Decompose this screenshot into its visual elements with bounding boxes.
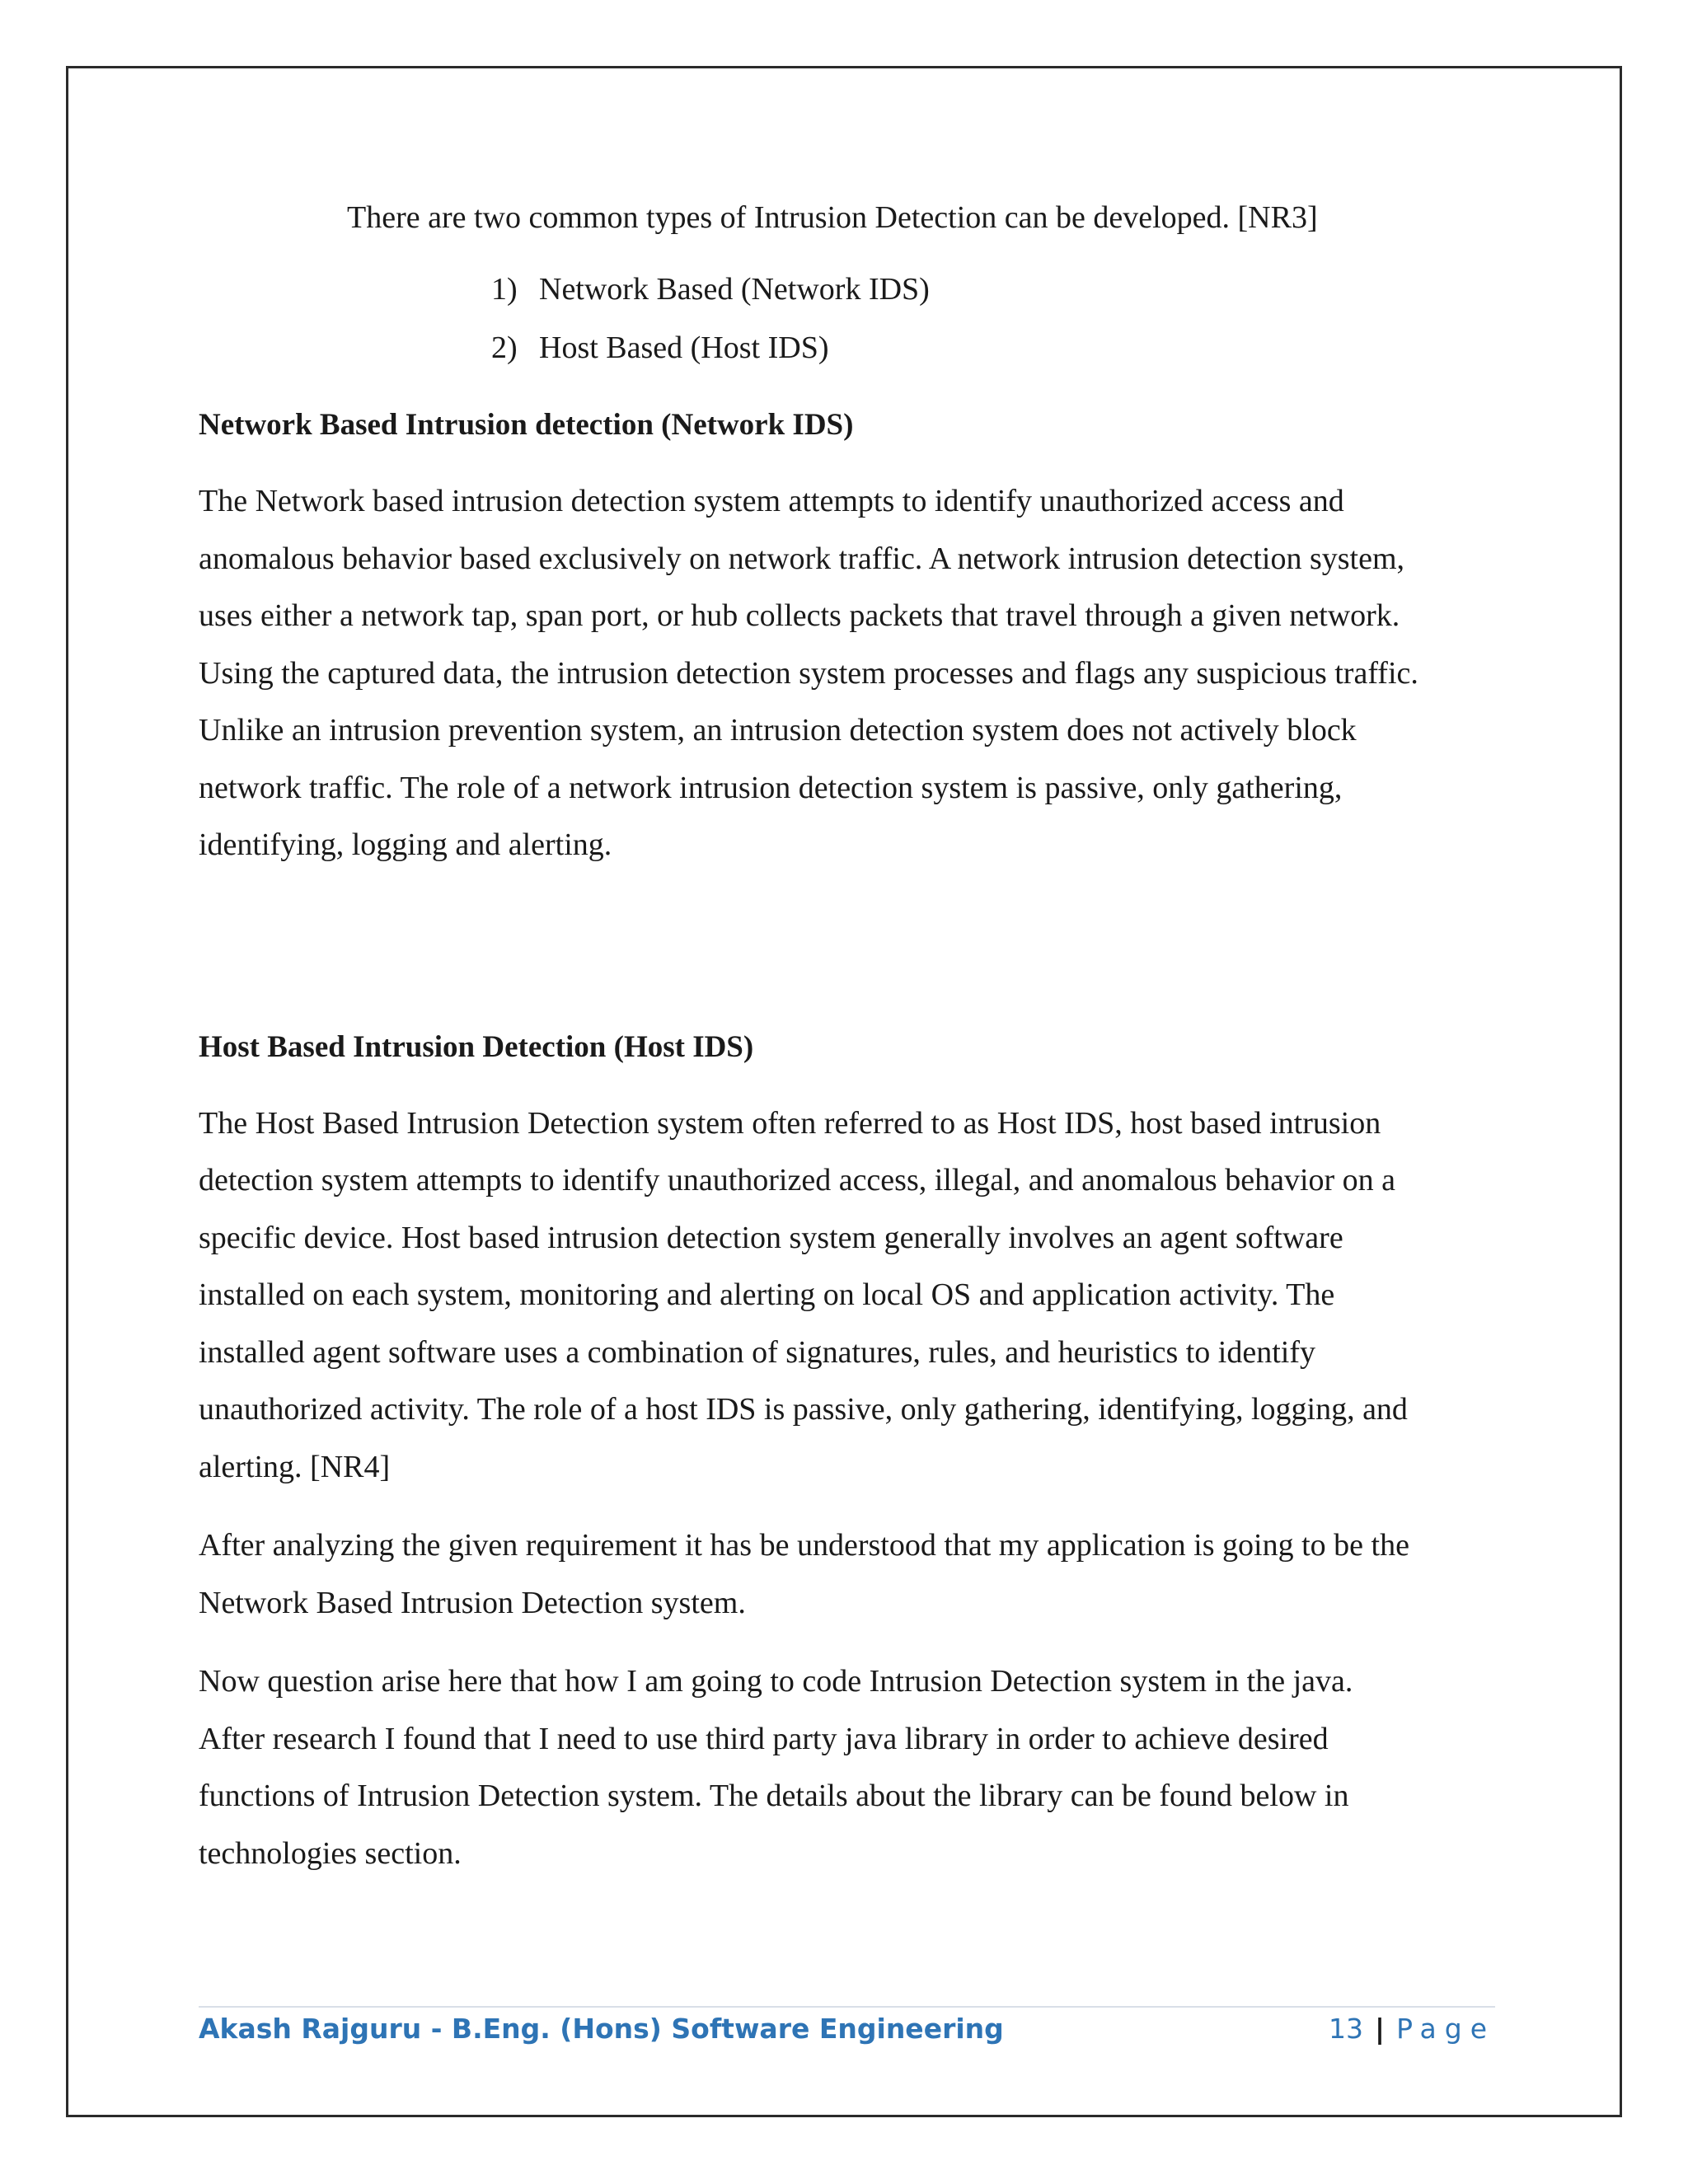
intro-text: There are two common types of Intrusion Detection can be developed. [NR3] [347,200,1318,235]
section-spacer [199,896,1484,1021]
page-label: Page [1396,2013,1495,2045]
paragraph-line: The Host Based Intrusion Detection system often referred to as Host IDS, host based intrusion [199,1105,1381,1141]
list-item [491,260,1484,319]
page-footer [199,2006,1495,2045]
paragraph-line: After analyzing the given requirement it has be understood that my application is going to be the [199,1528,1409,1563]
paragraph-line: After research I found that I need to use third party java library in order to achieve desired [199,1721,1329,1756]
footer-author: Akash Rajguru - B.Eng. (Hons) Software Engineering [199,2013,1004,2045]
analysis-paragraph [199,1517,1484,1632]
paragraph-line: specific device. Host based intrusion detection system generally involves an agent software [199,1220,1343,1255]
paragraph-line: Network Based Intrusion Detection system. [199,1585,746,1620]
page-content [199,191,1484,1904]
page-separator: | [1375,2013,1386,2045]
java-library-paragraph [199,1653,1484,1882]
list-item-number: 1) [491,272,518,307]
ids-types-list [199,260,1484,377]
paragraph-line: anomalous behavior based exclusively on network traffic. A network intrusion detection system, [199,541,1405,576]
paragraph-line: Now question arise here that how I am going to code Intrusion Detection system in the java. [199,1664,1353,1699]
network-ids-paragraph [199,473,1484,874]
paragraph-line: The Network based intrusion detection system attempts to identify unauthorized access and [199,484,1344,518]
paragraph-line: functions of Intrusion Detection system. The details about the library can be found below in [199,1779,1349,1813]
paragraph-line: network traffic. The role of a network intrusion detection system is passive, only gathering, [199,770,1343,805]
page-number: 13 [1329,2013,1364,2045]
paragraph-line: alerting. [NR4] [199,1449,391,1484]
paragraph-line: installed agent software uses a combination of signatures, rules, and heuristics to identify [199,1334,1315,1370]
footer-page-info [1329,2013,1495,2045]
network-ids-heading: Network Based Intrusion detection (Network IDS) [199,408,854,442]
paragraph-line: Unlike an intrusion prevention system, an intrusion detection system does not actively block [199,713,1357,748]
paragraph-line: unauthorized activity. The role of a host IDS is passive, only gathering, identifying, logging, and [199,1392,1408,1427]
paragraph-line: technologies section. [199,1835,462,1871]
paragraph-line: Using the captured data, the intrusion detection system processes and flags any suspicious traffic. [199,655,1418,691]
host-ids-heading: Host Based Intrusion Detection (Host IDS) [199,1029,754,1064]
paragraph-line: installed on each system, monitoring and alerting on local OS and application activity. The [199,1277,1335,1312]
host-ids-paragraph [199,1095,1484,1497]
list-item-label: Host Based (Host IDS) [539,330,829,365]
list-item [491,319,1484,377]
paragraph-line: identifying, logging and alerting. [199,827,612,862]
paragraph-line: uses either a network tap, span port, or hub collects packets that travel through a given network. [199,598,1400,633]
paragraph-line: detection system attempts to identify unauthorized access, illegal, and anomalous behavior on a [199,1163,1396,1197]
list-item-number: 2) [491,330,518,365]
list-item-label: Network Based (Network IDS) [539,272,930,307]
